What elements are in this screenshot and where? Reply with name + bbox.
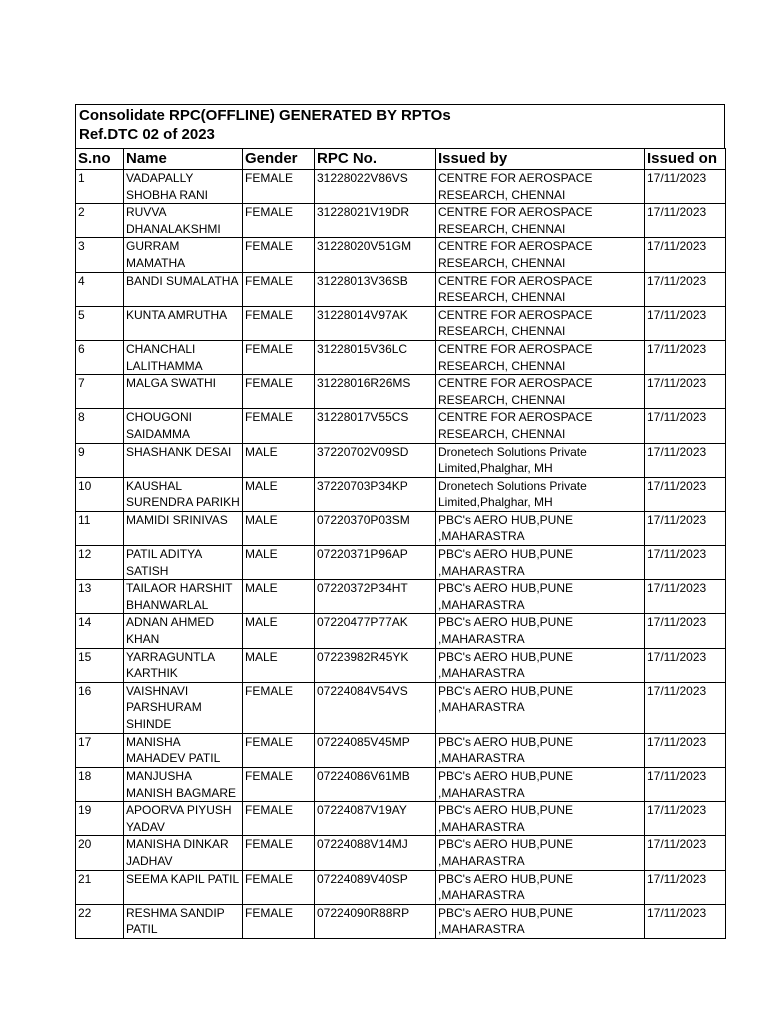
cell-sno: 4 bbox=[76, 272, 124, 306]
cell-sno: 14 bbox=[76, 614, 124, 648]
cell-name: MANISHA DINKAR JADHAV bbox=[124, 836, 243, 870]
table-row bbox=[76, 580, 726, 614]
cell-gender: FEMALE bbox=[243, 768, 315, 802]
cell-issued-on: 17/11/2023 bbox=[645, 511, 726, 545]
cell-rpc-no: 31228014V97AK bbox=[315, 306, 436, 340]
table-row bbox=[76, 409, 726, 443]
cell-issued-by: CENTRE FOR AEROSPACE RESEARCH, CHENNAI bbox=[436, 409, 645, 443]
table-row bbox=[76, 904, 726, 938]
cell-gender: FEMALE bbox=[243, 170, 315, 204]
cell-rpc-no: 07224087V19AY bbox=[315, 802, 436, 836]
cell-rpc-no: 37220702V09SD bbox=[315, 443, 436, 477]
cell-name: APOORVA PIYUSH YADAV bbox=[124, 802, 243, 836]
cell-sno: 3 bbox=[76, 238, 124, 272]
table-header-row bbox=[76, 149, 726, 170]
cell-gender: MALE bbox=[243, 580, 315, 614]
cell-issued-by: CENTRE FOR AEROSPACE RESEARCH, CHENNAI bbox=[436, 306, 645, 340]
cell-sno: 18 bbox=[76, 768, 124, 802]
header-name: Name bbox=[124, 149, 243, 170]
cell-issued-on: 17/11/2023 bbox=[645, 306, 726, 340]
table-row bbox=[76, 204, 726, 238]
cell-rpc-no: 07224086V61MB bbox=[315, 768, 436, 802]
cell-rpc-no: 31228020V51GM bbox=[315, 238, 436, 272]
cell-name: MANJUSHA MANISH BAGMARE bbox=[124, 768, 243, 802]
table-row bbox=[76, 870, 726, 904]
table-row bbox=[76, 340, 726, 374]
cell-issued-on: 17/11/2023 bbox=[645, 375, 726, 409]
cell-name: CHOUGONI SAIDAMMA bbox=[124, 409, 243, 443]
cell-issued-on: 17/11/2023 bbox=[645, 409, 726, 443]
table-row bbox=[76, 170, 726, 204]
cell-rpc-no: 31228017V55CS bbox=[315, 409, 436, 443]
table-row bbox=[76, 272, 726, 306]
cell-name: ADNAN AHMED KHAN bbox=[124, 614, 243, 648]
cell-sno: 16 bbox=[76, 682, 124, 733]
cell-issued-by: PBC's AERO HUB,PUNE ,MAHARASTRA bbox=[436, 733, 645, 767]
table-row bbox=[76, 768, 726, 802]
cell-gender: MALE bbox=[243, 546, 315, 580]
cell-issued-by: PBC's AERO HUB,PUNE ,MAHARASTRA bbox=[436, 682, 645, 733]
cell-issued-on: 17/11/2023 bbox=[645, 340, 726, 374]
cell-issued-by: PBC's AERO HUB,PUNE ,MAHARASTRA bbox=[436, 904, 645, 938]
cell-gender: MALE bbox=[243, 511, 315, 545]
table-row bbox=[76, 477, 726, 511]
table-row bbox=[76, 648, 726, 682]
cell-rpc-no: 07223982R45YK bbox=[315, 648, 436, 682]
cell-issued-on: 17/11/2023 bbox=[645, 238, 726, 272]
cell-rpc-no: 31228016R26MS bbox=[315, 375, 436, 409]
cell-sno: 12 bbox=[76, 546, 124, 580]
cell-sno: 5 bbox=[76, 306, 124, 340]
header-issued-on: Issued on bbox=[645, 149, 726, 170]
cell-issued-on: 17/11/2023 bbox=[645, 768, 726, 802]
table-row bbox=[76, 511, 726, 545]
cell-issued-by: CENTRE FOR AEROSPACE RESEARCH, CHENNAI bbox=[436, 340, 645, 374]
cell-issued-on: 17/11/2023 bbox=[645, 546, 726, 580]
cell-rpc-no: 07220477P77AK bbox=[315, 614, 436, 648]
cell-issued-by: PBC's AERO HUB,PUNE ,MAHARASTRA bbox=[436, 614, 645, 648]
cell-name: VADAPALLY SHOBHA RANI bbox=[124, 170, 243, 204]
cell-issued-by: PBC's AERO HUB,PUNE ,MAHARASTRA bbox=[436, 546, 645, 580]
cell-name: RESHMA SANDIP PATIL bbox=[124, 904, 243, 938]
cell-issued-on: 17/11/2023 bbox=[645, 204, 726, 238]
cell-sno: 6 bbox=[76, 340, 124, 374]
cell-sno: 1 bbox=[76, 170, 124, 204]
cell-issued-by: PBC's AERO HUB,PUNE ,MAHARASTRA bbox=[436, 580, 645, 614]
title-block bbox=[75, 104, 725, 148]
cell-sno: 20 bbox=[76, 836, 124, 870]
cell-gender: FEMALE bbox=[243, 409, 315, 443]
cell-rpc-no: 07224084V54VS bbox=[315, 682, 436, 733]
cell-name: RUVVA DHANALAKSHMI bbox=[124, 204, 243, 238]
cell-rpc-no: 31228013V36SB bbox=[315, 272, 436, 306]
cell-name: MANISHA MAHADEV PATIL bbox=[124, 733, 243, 767]
table-row bbox=[76, 682, 726, 733]
cell-rpc-no: 07224088V14MJ bbox=[315, 836, 436, 870]
cell-gender: MALE bbox=[243, 614, 315, 648]
cell-gender: FEMALE bbox=[243, 238, 315, 272]
cell-rpc-no: 07224085V45MP bbox=[315, 733, 436, 767]
cell-sno: 7 bbox=[76, 375, 124, 409]
cell-issued-by: CENTRE FOR AEROSPACE RESEARCH, CHENNAI bbox=[436, 238, 645, 272]
cell-sno: 13 bbox=[76, 580, 124, 614]
cell-name: PATIL ADITYA SATISH bbox=[124, 546, 243, 580]
cell-rpc-no: 07220371P96AP bbox=[315, 546, 436, 580]
header-gender: Gender bbox=[243, 149, 315, 170]
cell-issued-by: CENTRE FOR AEROSPACE RESEARCH, CHENNAI bbox=[436, 204, 645, 238]
cell-issued-by: Dronetech Solutions Private Limited,Phalghar, MH bbox=[436, 443, 645, 477]
cell-issued-on: 17/11/2023 bbox=[645, 170, 726, 204]
header-sno: S.no bbox=[76, 149, 124, 170]
cell-gender: FEMALE bbox=[243, 272, 315, 306]
table-row bbox=[76, 306, 726, 340]
cell-rpc-no: 37220703P34KP bbox=[315, 477, 436, 511]
cell-rpc-no: 31228022V86VS bbox=[315, 170, 436, 204]
cell-rpc-no: 07224089V40SP bbox=[315, 870, 436, 904]
cell-name: BANDI SUMALATHA bbox=[124, 272, 243, 306]
cell-gender: FEMALE bbox=[243, 375, 315, 409]
cell-issued-by: PBC's AERO HUB,PUNE ,MAHARASTRA bbox=[436, 768, 645, 802]
cell-issued-on: 17/11/2023 bbox=[645, 870, 726, 904]
cell-issued-by: CENTRE FOR AEROSPACE RESEARCH, CHENNAI bbox=[436, 375, 645, 409]
cell-sno: 17 bbox=[76, 733, 124, 767]
table-row bbox=[76, 238, 726, 272]
cell-issued-on: 17/11/2023 bbox=[645, 648, 726, 682]
cell-issued-by: PBC's AERO HUB,PUNE ,MAHARASTRA bbox=[436, 802, 645, 836]
cell-issued-by: Dronetech Solutions Private Limited,Phalghar, MH bbox=[436, 477, 645, 511]
cell-name: MAMIDI SRINIVAS bbox=[124, 511, 243, 545]
cell-name: VAISHNAVI PARSHURAM SHINDE bbox=[124, 682, 243, 733]
cell-gender: FEMALE bbox=[243, 733, 315, 767]
cell-issued-on: 17/11/2023 bbox=[645, 443, 726, 477]
cell-name: GURRAM MAMATHA bbox=[124, 238, 243, 272]
cell-issued-on: 17/11/2023 bbox=[645, 802, 726, 836]
cell-gender: FEMALE bbox=[243, 682, 315, 733]
cell-name: KUNTA AMRUTHA bbox=[124, 306, 243, 340]
cell-gender: FEMALE bbox=[243, 340, 315, 374]
cell-gender: FEMALE bbox=[243, 204, 315, 238]
cell-gender: FEMALE bbox=[243, 836, 315, 870]
cell-issued-on: 17/11/2023 bbox=[645, 272, 726, 306]
table-row bbox=[76, 836, 726, 870]
cell-issued-on: 17/11/2023 bbox=[645, 904, 726, 938]
cell-issued-on: 17/11/2023 bbox=[645, 682, 726, 733]
cell-name: MALGA SWATHI bbox=[124, 375, 243, 409]
cell-sno: 22 bbox=[76, 904, 124, 938]
cell-rpc-no: 07220372P34HT bbox=[315, 580, 436, 614]
cell-sno: 21 bbox=[76, 870, 124, 904]
header-issued-by: Issued by bbox=[436, 149, 645, 170]
cell-sno: 8 bbox=[76, 409, 124, 443]
cell-issued-on: 17/11/2023 bbox=[645, 836, 726, 870]
cell-sno: 15 bbox=[76, 648, 124, 682]
cell-sno: 19 bbox=[76, 802, 124, 836]
cell-rpc-no: 07224090R88RP bbox=[315, 904, 436, 938]
cell-issued-by: CENTRE FOR AEROSPACE RESEARCH, CHENNAI bbox=[436, 272, 645, 306]
table-row bbox=[76, 443, 726, 477]
rpc-document bbox=[75, 104, 725, 939]
cell-sno: 2 bbox=[76, 204, 124, 238]
cell-issued-by: PBC's AERO HUB,PUNE ,MAHARASTRA bbox=[436, 870, 645, 904]
document-title: Consolidate RPC(OFFLINE) GENERATED BY RPTOs bbox=[79, 107, 451, 124]
cell-issued-on: 17/11/2023 bbox=[645, 614, 726, 648]
table-row bbox=[76, 614, 726, 648]
document-reference: Ref.DTC 02 of 2023 bbox=[79, 126, 215, 143]
table-row bbox=[76, 546, 726, 580]
cell-issued-on: 17/11/2023 bbox=[645, 477, 726, 511]
rpc-table bbox=[75, 148, 726, 939]
table-row bbox=[76, 802, 726, 836]
cell-rpc-no: 31228015V36LC bbox=[315, 340, 436, 374]
cell-name: CHANCHALI LALITHAMMA bbox=[124, 340, 243, 374]
table-row bbox=[76, 375, 726, 409]
cell-gender: FEMALE bbox=[243, 306, 315, 340]
cell-sno: 10 bbox=[76, 477, 124, 511]
cell-name: SHASHANK DESAI bbox=[124, 443, 243, 477]
cell-sno: 11 bbox=[76, 511, 124, 545]
table-body bbox=[76, 170, 726, 939]
cell-gender: FEMALE bbox=[243, 802, 315, 836]
cell-name: TAILAOR HARSHIT BHANWARLAL bbox=[124, 580, 243, 614]
cell-gender: MALE bbox=[243, 443, 315, 477]
cell-gender: MALE bbox=[243, 477, 315, 511]
cell-issued-on: 17/11/2023 bbox=[645, 733, 726, 767]
cell-name: KAUSHAL SURENDRA PARIKH bbox=[124, 477, 243, 511]
cell-name: SEEMA KAPIL PATIL bbox=[124, 870, 243, 904]
cell-gender: MALE bbox=[243, 648, 315, 682]
cell-rpc-no: 31228021V19DR bbox=[315, 204, 436, 238]
table-row bbox=[76, 733, 726, 767]
cell-gender: FEMALE bbox=[243, 870, 315, 904]
cell-issued-on: 17/11/2023 bbox=[645, 580, 726, 614]
cell-issued-by: PBC's AERO HUB,PUNE ,MAHARASTRA bbox=[436, 648, 645, 682]
cell-sno: 9 bbox=[76, 443, 124, 477]
header-rpc-no: RPC No. bbox=[315, 149, 436, 170]
cell-rpc-no: 07220370P03SM bbox=[315, 511, 436, 545]
cell-issued-by: PBC's AERO HUB,PUNE ,MAHARASTRA bbox=[436, 836, 645, 870]
cell-name: YARRAGUNTLA KARTHIK bbox=[124, 648, 243, 682]
cell-gender: FEMALE bbox=[243, 904, 315, 938]
cell-issued-by: CENTRE FOR AEROSPACE RESEARCH, CHENNAI bbox=[436, 170, 645, 204]
cell-issued-by: PBC's AERO HUB,PUNE ,MAHARASTRA bbox=[436, 511, 645, 545]
